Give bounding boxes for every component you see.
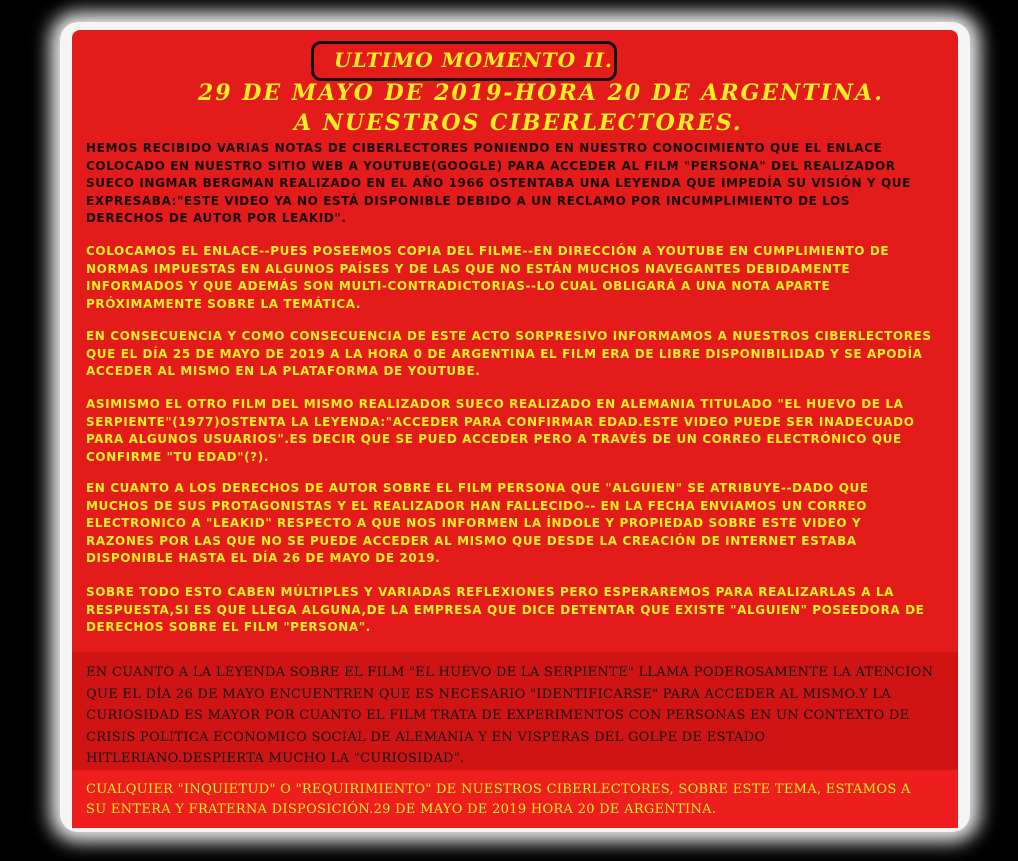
paragraph-4: ASIMISMO EL OTRO FILM DEL MISMO REALIZADOR SUECO REALIZADO EN ALEMANIA TITULADO "EL HUEVO DE LA SERPIENTE"(1977)OSTENTA LA LEYENDA:"ACCEDER PARA CONFIRMAR EDAD.ESTE VIDEO PUEDE SER INADECUADO PARA ALGUNOS USUARIOS".ES DECIR QUE SE PUED ACCEDER PERO A TRAVÉS DE UN CORREO ELECTRÓNICO QUE CONFIRME "TU EDAD"(?). — [86, 397, 915, 464]
paragraph-2: COLOCAMOS EL ENLACE--PUES POSEEMOS COPIA DEL FILME--EN DIRECCIÓN A YOUTUBE EN CUMPLIMIENTO DE NORMAS IMPUESTAS EN ALGUNOS PAÍSES Y DE LAS QUE NO ESTÁN MUCHOS NAVEGANTES DEBIDAMENTE INFORMADOS Y QUE ADEMÁS SON MULTI-CONTRADICTORIAS--LO CUAL OBLIGARÁ A UNA NOTA APARTE PRÓXIMAMENTE SOBRE LA TEMÁTICA. — [86, 244, 890, 311]
closing-paragraph: CUALQUIER "INQUIETUD" O "REQUIRIMIENTO" DE NUESTROS CIBERLECTORES, SOBRE ESTE TEMA, ESTAMOS A SU ENTERA Y FRATERNA DISPOSICIÓN.29 DE MAYO DE 2019 HORA 20 DE ARGENTINA. — [86, 782, 911, 817]
headline-audience: A NUESTROS CIBERLECTORES. — [294, 110, 743, 136]
headline-title: ULTIMO MOMENTO II. — [334, 48, 613, 72]
paragraph-6: SOBRE TODO ESTO CABEN MÚLTIPLES Y VARIADAS REFLEXIONES PERO ESPERAREMOS PARA REALIZARLAS A LA RESPUESTA,SI ES QUE LLEGA ALGUNA,DE LA EMPRESA QUE DICE DETENTAR QUE EXISTE "ALGUIEN" POSEEDORA DE DERECHOS SOBRE EL FILM "PERSONA". — [86, 585, 925, 634]
paragraph-7: EN CUANTO A LA LEYENDA SOBRE EL FILM "EL HUEVO DE LA SERPIENTE" LLAMA PODEROSAMENTE LA ATENCION QUE EL DÍA 26 DE MAYO ENCUENTREN QUE ES NECESARIO "IDENTIFICARSE" PARA ACCEDER AL MISMO.Y LA CURIOSIDAD ES MAYOR POR CUANTO EL FILM TRATA DE EXPERIMENTOS CON PERSONAS EN UN CONTEXTO DE CRISIS POLITICA ECONOMICO SOCIAL DE ALEMANIA Y EN VISPERAS DEL GOLPE DE ESTADO HITLERIANO.DESPIERTA MUCHO LA "CURIOSIDAD". — [86, 665, 934, 766]
paragraph-5: EN CUANTO A LOS DERECHOS DE AUTOR SOBRE EL FILM PERSONA QUE "ALGUIEN" SE ATRIBUYE--DADO QUE MUCHOS DE SUS PROTAGONISTAS Y EL REALIZADOR HAN FALLECIDO-- EN LA FECHA ENVIAMOS UN CORREO ELECTRONICO A "LEAKID" RESPECTO A QUE NOS INFORMEN LA ÍNDOLE Y PROPIEDAD SOBRE ESTE VIDEO Y RAZONES POR LAS QUE NO SE PUEDE ACCEDER AL MISMO QUE DESDE LA CREACIÓN DE INTERNET ESTABA DISPONIBLE HASTA EL DÍA 26 DE MAYO DE 2019. — [86, 481, 869, 565]
headline-date: 29 DE MAYO DE 2019-HORA 20 DE ARGENTINA. — [198, 80, 884, 106]
paragraph-1: HEMOS RECIBIDO VARIAS NOTAS DE CIBERLECTORES PONIENDO EN NUESTRO CONOCIMIENTO QUE EL ENLACE COLOCADO EN NUESTRO SITIO WEB A YOUTUBE(GOOGLE) PARA ACCEDER AL FILM "PERSONA" DEL REALIZADOR SUECO INGMAR BERGMAN REALIZADO EN EL AÑO 1966 OSTENTABA UNA LEYENDA QUE IMPEDÍA SU VISIÓN Y QUE EXPRESABA:"ESTE VIDEO YA NO ESTÁ DISPONIBLE DEBIDO A UN RECLAMO POR INCUMPLIMIENTO DE LOS DERECHOS DE AUTOR POR LEAKID". — [86, 141, 911, 225]
paragraph-3: EN CONSECUENCIA Y COMO CONSECUENCIA DE ESTE ACTO SORPRESIVO INFORMAMOS A NUESTROS CIBERLECTORES QUE EL DÍA 25 DE MAYO DE 2019 A LA HORA 0 DE ARGENTINA EL FILM ERA DE LIBRE DISPONIBILIDAD Y SE APODÍA ACCEDER AL MISMO EN LA PLATAFORMA DE YOUTUBE. — [86, 329, 932, 378]
